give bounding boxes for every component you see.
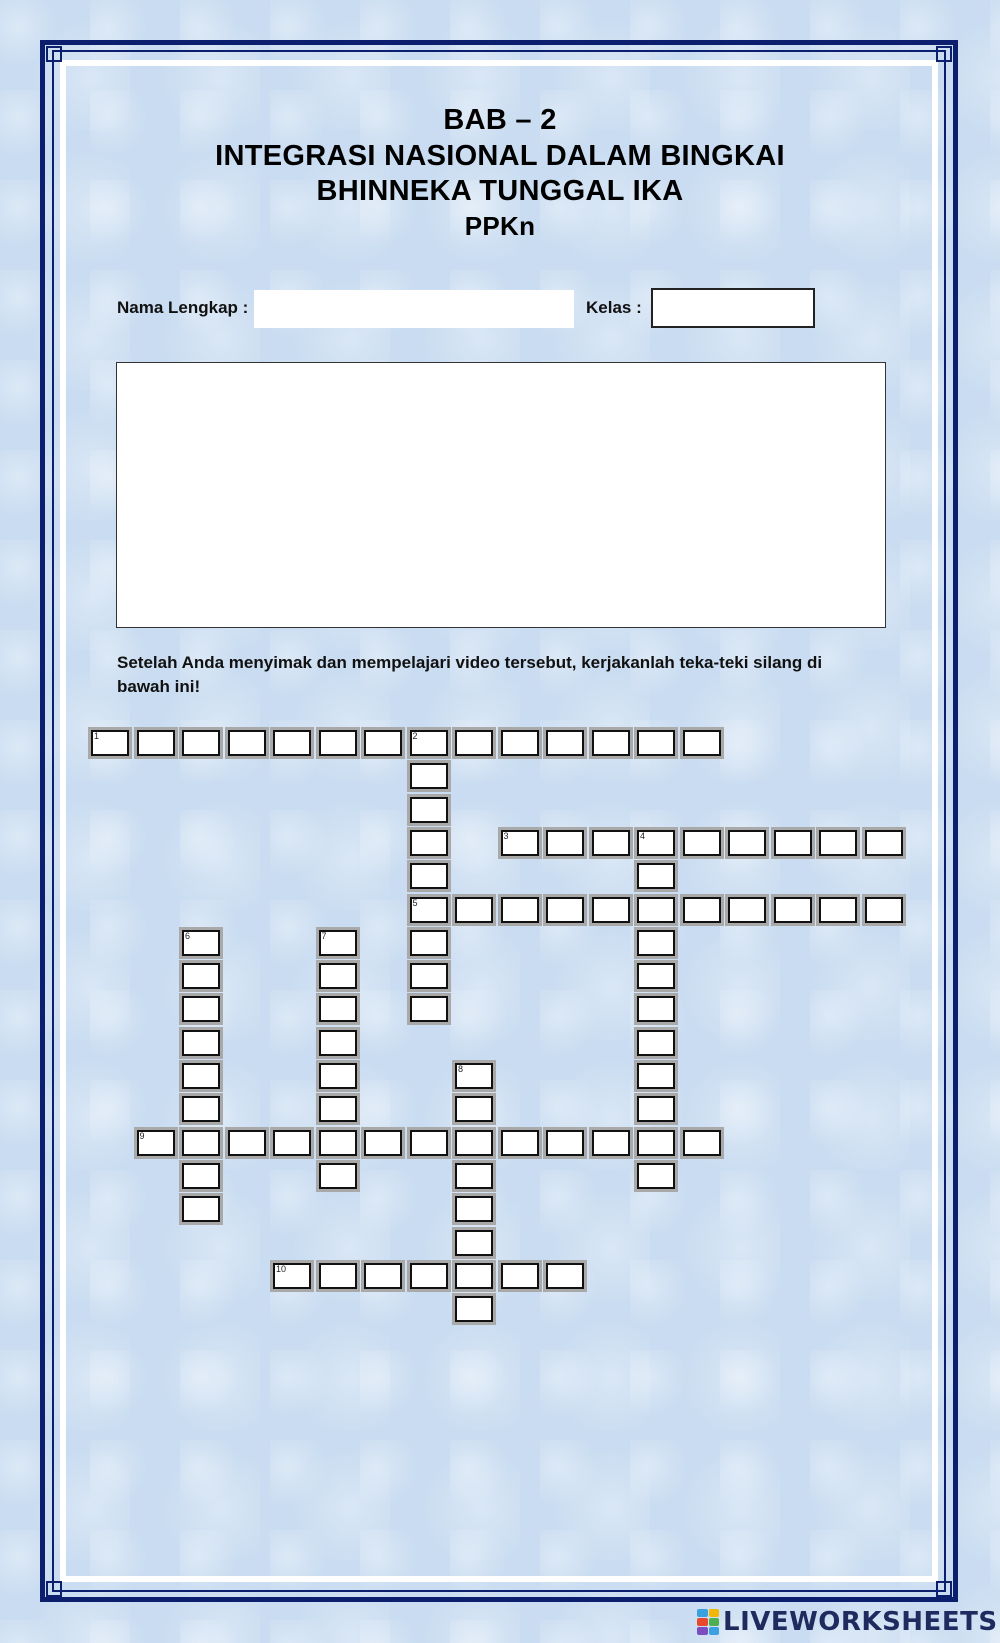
- crossword-cell: [179, 1127, 223, 1159]
- crossword-cell-input[interactable]: [182, 930, 220, 956]
- clue-number: 7: [321, 930, 327, 941]
- crossword-cell-input[interactable]: [637, 996, 675, 1022]
- crossword-cell-input[interactable]: [546, 1130, 584, 1156]
- crossword-cell-input[interactable]: [455, 1296, 493, 1322]
- clue-number: 1: [94, 731, 100, 741]
- crossword-cell: [407, 1127, 451, 1159]
- crossword-cell-input[interactable]: [182, 730, 220, 756]
- crossword-cell: [407, 1260, 451, 1292]
- crossword-cell-input[interactable]: [455, 1230, 493, 1256]
- crossword-cell-input[interactable]: [501, 830, 539, 856]
- chapter-title: BAB – 2: [443, 104, 557, 136]
- crossword-cell-input[interactable]: [637, 1063, 675, 1089]
- crossword-cell-input[interactable]: [592, 730, 630, 756]
- crossword-cell: [270, 1127, 314, 1159]
- crossword-cell-input[interactable]: [637, 830, 675, 856]
- crossword-cell-input[interactable]: [319, 930, 357, 956]
- crossword-cell: [589, 1127, 633, 1159]
- subject-title: PPKn: [464, 211, 536, 241]
- crossword-cell-input[interactable]: [683, 830, 721, 856]
- crossword-cell-input[interactable]: [410, 963, 448, 989]
- crossword-cell-input[interactable]: [728, 830, 766, 856]
- crossword-cell: [634, 1127, 678, 1159]
- crossword-cell-input[interactable]: [319, 1263, 357, 1289]
- crossword-cell-input[interactable]: [364, 1263, 402, 1289]
- crossword-cell: [134, 1127, 178, 1159]
- crossword-cell: [498, 727, 542, 759]
- crossword-cell-input[interactable]: [455, 1263, 493, 1289]
- crossword-cell: [498, 827, 542, 859]
- crossword-cell: [452, 894, 496, 926]
- crossword-cell-input[interactable]: [182, 1163, 220, 1189]
- crossword-cell: [179, 727, 223, 759]
- crossword-cell-input[interactable]: [182, 1030, 220, 1056]
- crossword-cell: [452, 1060, 496, 1092]
- crossword-cell: [179, 1160, 223, 1192]
- crossword-cell-input[interactable]: [455, 1163, 493, 1189]
- crossword-cell: [316, 1127, 360, 1159]
- crossword-cell: [862, 827, 906, 859]
- crossword-cell-input[interactable]: [592, 1130, 630, 1156]
- crossword-cell: [316, 1260, 360, 1292]
- crossword-cell: [270, 1260, 314, 1292]
- crossword-cell-input[interactable]: [319, 1096, 357, 1122]
- crossword-cell: [725, 894, 769, 926]
- crossword-cell-input[interactable]: [592, 830, 630, 856]
- crossword-cell-input[interactable]: [592, 897, 630, 923]
- class-label: Kelas :: [586, 298, 642, 317]
- crossword-cell: [407, 827, 451, 859]
- liveworksheets-logo: [697, 1606, 998, 1638]
- crossword-cell: [589, 727, 633, 759]
- crossword-cell-input[interactable]: [774, 897, 812, 923]
- crossword-cell: [452, 727, 496, 759]
- crossword-cell-input[interactable]: [501, 1263, 539, 1289]
- crossword-cell-input[interactable]: [865, 830, 903, 856]
- crossword-cell: [179, 1060, 223, 1092]
- crossword-cell: [680, 1127, 724, 1159]
- crossword-cell: [589, 827, 633, 859]
- liveworksheets-brand-text: LIVEWORKSHEETS: [723, 1607, 998, 1637]
- crossword-cell: [407, 794, 451, 826]
- crossword-cell: [407, 894, 451, 926]
- crossword-cell: [179, 993, 223, 1025]
- crossword-cell: [452, 1127, 496, 1159]
- crossword-cell: [498, 1260, 542, 1292]
- crossword-cell-input[interactable]: [637, 930, 675, 956]
- crossword-cell: [680, 827, 724, 859]
- crossword-cell: [134, 727, 178, 759]
- crossword-cell: [407, 860, 451, 892]
- crossword-cell-input[interactable]: [228, 730, 266, 756]
- crossword-cell: [634, 860, 678, 892]
- crossword-cell-input[interactable]: [637, 730, 675, 756]
- crossword-cell: [452, 1160, 496, 1192]
- crossword-cell: [634, 827, 678, 859]
- crossword-cell: [179, 927, 223, 959]
- clue-number: 10: [276, 1263, 287, 1274]
- crossword-cell-input[interactable]: [637, 863, 675, 889]
- crossword-cell: [225, 727, 269, 759]
- crossword-cell: [316, 927, 360, 959]
- crossword-cell: [179, 1093, 223, 1125]
- crossword-cell: [270, 727, 314, 759]
- crossword-cell-input[interactable]: [455, 897, 493, 923]
- crossword-cell-input[interactable]: [455, 1196, 493, 1222]
- clue-number: 3: [503, 830, 509, 841]
- crossword-cell-input[interactable]: [319, 996, 357, 1022]
- crossword-cell: [634, 960, 678, 992]
- crossword-cell-input[interactable]: [819, 897, 857, 923]
- crossword-cell-input[interactable]: [410, 830, 448, 856]
- crossword-cell-input[interactable]: [410, 996, 448, 1022]
- crossword-cell-input[interactable]: [410, 1263, 448, 1289]
- crossword-cell-input[interactable]: [410, 863, 448, 889]
- crossword-cell: [407, 960, 451, 992]
- crossword-cell-input[interactable]: [455, 1096, 493, 1122]
- crossword-cell: [634, 727, 678, 759]
- crossword-cell: [771, 894, 815, 926]
- crossword-cell-input[interactable]: [637, 1096, 675, 1122]
- crossword-cell: [452, 1093, 496, 1125]
- crossword-cell-input[interactable]: [410, 797, 448, 823]
- crossword-cell: [316, 1027, 360, 1059]
- crossword-cell: [634, 1027, 678, 1059]
- crossword-cell-input[interactable]: [774, 830, 812, 856]
- class-field[interactable]: [651, 288, 815, 328]
- crossword-cell: [771, 827, 815, 859]
- crossword-cell: [452, 1260, 496, 1292]
- crossword-cell-input[interactable]: [182, 1130, 220, 1156]
- crossword-cell: [862, 894, 906, 926]
- crossword-cell-input[interactable]: [182, 1063, 220, 1089]
- crossword-cell: [407, 993, 451, 1025]
- crossword-cell-input[interactable]: [228, 1130, 266, 1156]
- crossword-cell-input[interactable]: [273, 1263, 311, 1289]
- crossword-cell: [634, 1093, 678, 1125]
- crossword-cell-input[interactable]: [273, 730, 311, 756]
- crossword-cell: [816, 894, 860, 926]
- crossword-cell: [407, 760, 451, 792]
- crossword-cell-input[interactable]: [501, 730, 539, 756]
- crossword-cell-input[interactable]: [319, 1063, 357, 1089]
- clue-number: 6: [185, 930, 191, 941]
- crossword-cell-input[interactable]: [546, 830, 584, 856]
- crossword-cell: [543, 1260, 587, 1292]
- crossword-cell-input[interactable]: [137, 730, 175, 756]
- crossword-cell: [452, 1193, 496, 1225]
- crossword-cell-input[interactable]: [319, 1130, 357, 1156]
- topic-title-line-2: BHINNEKA TUNGGAL IKA: [316, 175, 684, 207]
- crossword-cell-input[interactable]: [546, 1263, 584, 1289]
- clue-number: 8: [458, 1064, 464, 1074]
- crossword-cell-input[interactable]: [728, 897, 766, 923]
- crossword-cell: [543, 727, 587, 759]
- crossword-cell-input[interactable]: [819, 830, 857, 856]
- crossword-cell: [634, 894, 678, 926]
- crossword-cell: [88, 727, 132, 759]
- name-label: Nama Lengkap :: [117, 298, 249, 317]
- crossword-cell: [179, 960, 223, 992]
- crossword-cell-input[interactable]: [455, 730, 493, 756]
- crossword-cell: [316, 1093, 360, 1125]
- crossword-cell-input[interactable]: [364, 730, 402, 756]
- clue-number: 4: [640, 830, 646, 841]
- liveworksheets-logo-icon: [697, 1609, 719, 1635]
- crossword-cell: [179, 1027, 223, 1059]
- clue-number: 9: [139, 1130, 145, 1141]
- crossword-cell-input[interactable]: [410, 763, 448, 789]
- crossword-cell: [407, 927, 451, 959]
- name-field[interactable]: [254, 290, 574, 328]
- crossword-cell-input[interactable]: [546, 897, 584, 923]
- topic-title-line-1: INTEGRASI NASIONAL DALAM BINGKAI: [215, 140, 785, 172]
- crossword-cell-input[interactable]: [410, 897, 448, 923]
- crossword-cell-input[interactable]: [501, 1130, 539, 1156]
- crossword-cell-input[interactable]: [455, 1063, 493, 1089]
- crossword-cell: [361, 1127, 405, 1159]
- crossword-cell: [361, 727, 405, 759]
- corner-ornament: [46, 46, 62, 62]
- crossword-cell-input[interactable]: [501, 897, 539, 923]
- corner-ornament: [936, 46, 952, 62]
- crossword-cell: [589, 894, 633, 926]
- crossword-cell: [407, 727, 451, 759]
- crossword-cell-input[interactable]: [273, 1130, 311, 1156]
- crossword-cell: [316, 727, 360, 759]
- crossword-cell: [634, 993, 678, 1025]
- crossword-cell-input[interactable]: [319, 1030, 357, 1056]
- crossword-cell: [634, 1060, 678, 1092]
- crossword-cell: [634, 1160, 678, 1192]
- video-placeholder[interactable]: [116, 362, 886, 628]
- crossword-cell: [498, 1127, 542, 1159]
- crossword-cell: [179, 1193, 223, 1225]
- clue-number: 5: [412, 897, 418, 908]
- crossword-cell-input[interactable]: [683, 897, 721, 923]
- crossword-cell-input[interactable]: [683, 1130, 721, 1156]
- corner-ornament: [46, 1581, 62, 1597]
- crossword-cell: [816, 827, 860, 859]
- clue-number: 2: [412, 731, 418, 741]
- crossword-cell-input[interactable]: [182, 1096, 220, 1122]
- crossword-cell-input[interactable]: [865, 897, 903, 923]
- crossword-cell: [725, 827, 769, 859]
- crossword-cell-input[interactable]: [683, 730, 721, 756]
- crossword-cell: [316, 1160, 360, 1192]
- crossword-cell: [225, 1127, 269, 1159]
- crossword-cell-input[interactable]: [410, 930, 448, 956]
- crossword-cell-input[interactable]: [410, 730, 448, 756]
- crossword-cell-input[interactable]: [319, 730, 357, 756]
- crossword-cell: [543, 1127, 587, 1159]
- crossword-cell-input[interactable]: [546, 730, 584, 756]
- crossword-cell-input[interactable]: [182, 963, 220, 989]
- crossword-cell: [498, 894, 542, 926]
- crossword-cell-input[interactable]: [319, 1163, 357, 1189]
- crossword-cell: [543, 894, 587, 926]
- crossword-cell-input[interactable]: [410, 1130, 448, 1156]
- crossword-cell-input[interactable]: [319, 963, 357, 989]
- crossword-cell-input[interactable]: [637, 1163, 675, 1189]
- crossword-cell-input[interactable]: [637, 1030, 675, 1056]
- crossword-cell: [543, 827, 587, 859]
- crossword-cell-input[interactable]: [364, 1130, 402, 1156]
- crossword-cell: [361, 1260, 405, 1292]
- crossword-cell-input[interactable]: [182, 996, 220, 1022]
- crossword-cell-input[interactable]: [637, 1130, 675, 1156]
- instruction-text: Setelah Anda menyimak dan mempelajari video tersebut, kerjakanlah teka-teki silang di bawah ini!: [117, 653, 823, 696]
- crossword-cell: [680, 727, 724, 759]
- crossword-cell: [452, 1227, 496, 1259]
- corner-ornament: [936, 1581, 952, 1597]
- crossword-cell-input[interactable]: [637, 897, 675, 923]
- crossword-cell: [316, 1060, 360, 1092]
- crossword-cell: [634, 927, 678, 959]
- crossword-cell: [316, 993, 360, 1025]
- crossword-cell-input[interactable]: [182, 1196, 220, 1222]
- crossword-cell-input[interactable]: [455, 1130, 493, 1156]
- crossword-cell-input[interactable]: [91, 730, 129, 756]
- crossword-cell-input[interactable]: [637, 963, 675, 989]
- crossword-cell: [452, 1293, 496, 1325]
- crossword-cell: [680, 894, 724, 926]
- crossword-cell-input[interactable]: [137, 1130, 175, 1156]
- crossword-cell: [316, 960, 360, 992]
